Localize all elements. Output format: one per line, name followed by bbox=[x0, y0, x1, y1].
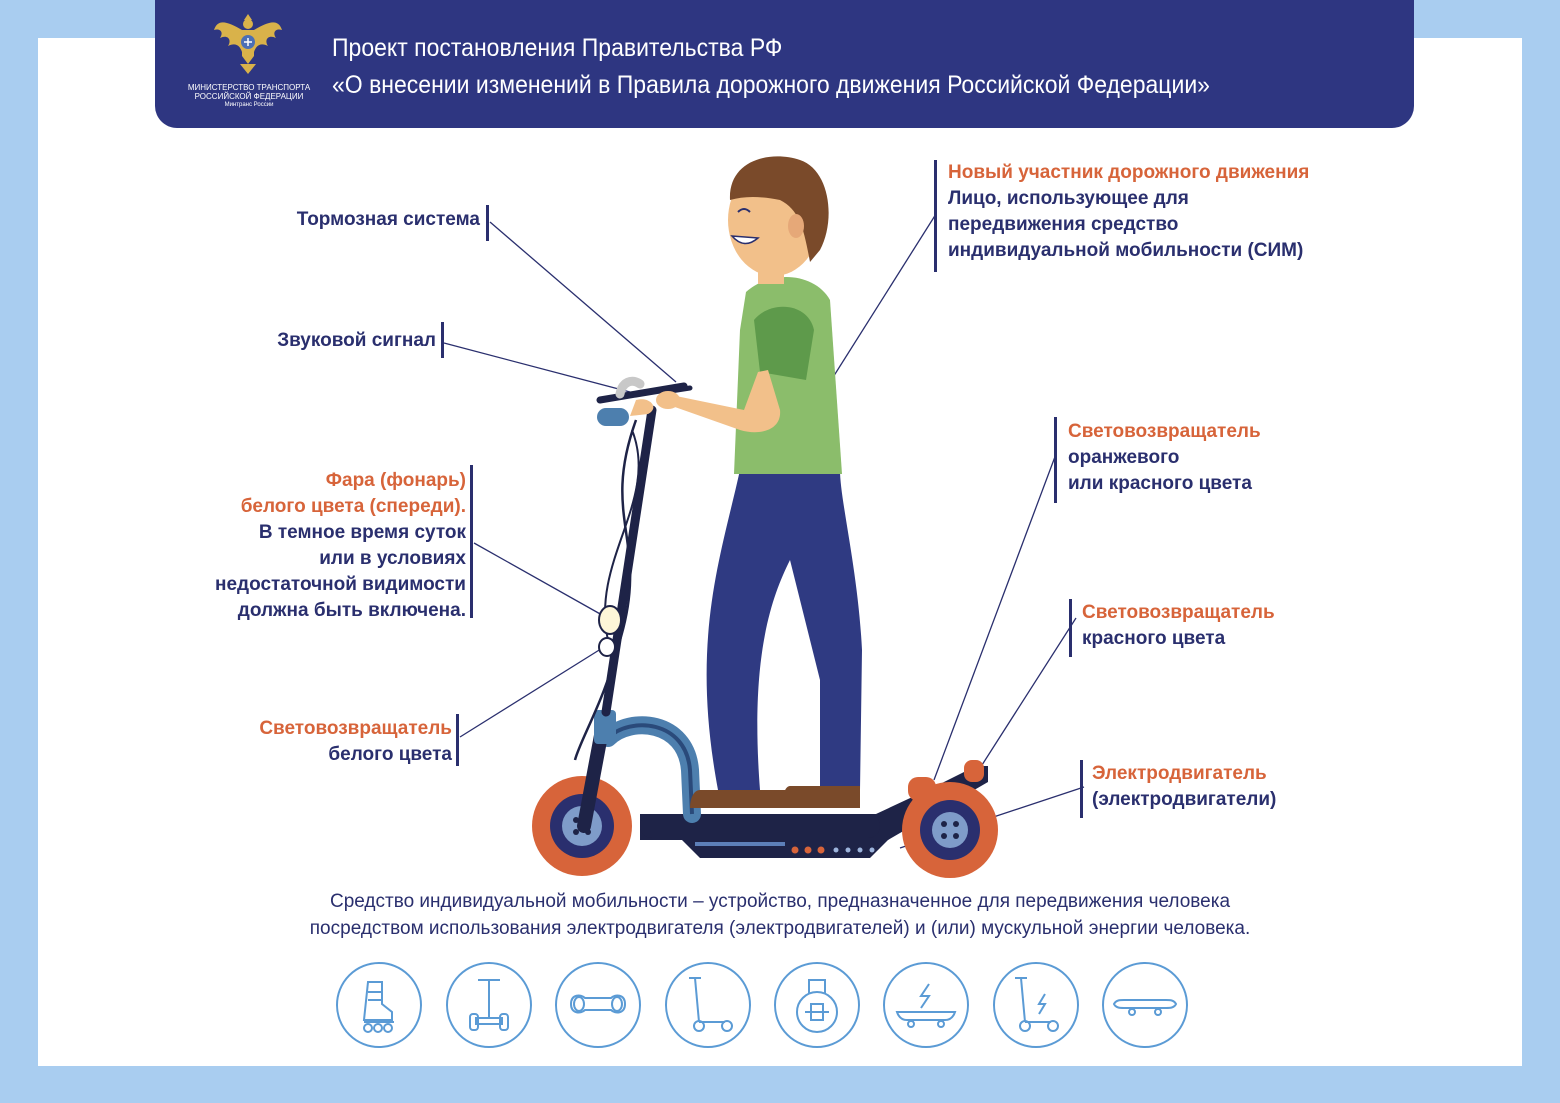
reflector-orange-label bbox=[1068, 419, 1261, 497]
participant-title: Новый участник дорожного движения bbox=[948, 162, 1310, 183]
headlight-bar bbox=[470, 465, 473, 618]
title-line-2: «О внесении изменений в Правила дорожного движения Российской Федерации» bbox=[332, 71, 1210, 99]
monowheel-icon bbox=[774, 962, 860, 1048]
participant-bar bbox=[934, 160, 937, 272]
motor-title: Электродвигатель bbox=[1092, 763, 1267, 784]
headlight-text-3: недостаточной видимости bbox=[215, 574, 466, 595]
horn-label: Звуковой сигнал bbox=[277, 330, 436, 351]
definition-text bbox=[200, 888, 1360, 942]
kick-scooter-icon bbox=[665, 962, 751, 1048]
ministry-line-2: РОССИЙСКОЙ ФЕДЕРАЦИИ bbox=[194, 92, 304, 101]
participant-text-2: передвижения средство bbox=[948, 214, 1179, 235]
participant-label bbox=[948, 160, 1309, 264]
reflector-orange-text-1: оранжевого bbox=[1068, 447, 1180, 468]
motor-bar bbox=[1080, 760, 1083, 818]
reflector-orange-bar bbox=[1054, 417, 1057, 503]
reflector-red-bar bbox=[1069, 599, 1072, 657]
participant-text-3: индивидуальной мобильности (СИМ) bbox=[948, 240, 1304, 261]
definition-line-2: посредством использования электродвигателя (электродвигателей) и (или) мускульной энергии человека. bbox=[309, 918, 1251, 939]
headlight-text-2: или в условиях bbox=[319, 548, 466, 569]
headlight-title-2: белого цвета (спереди). bbox=[240, 496, 466, 517]
reflector-white-text: белого цвета bbox=[328, 744, 452, 765]
motor-text: (электродвигатели) bbox=[1092, 789, 1277, 810]
brake-bar bbox=[486, 205, 489, 241]
headlight-text-1: В темное время суток bbox=[258, 522, 466, 543]
skateboard-icon bbox=[1102, 962, 1188, 1048]
definition-line-1: Средство индивидуальной мобильности – устройство, предназначенное для передвижения человека bbox=[329, 891, 1231, 912]
device-icon-row bbox=[336, 962, 1196, 1052]
motor-label bbox=[1092, 761, 1276, 813]
brake-label: Тормозная система bbox=[296, 209, 480, 230]
reflector-red-title: Световозвращатель bbox=[1082, 602, 1275, 623]
reflector-white-label bbox=[259, 716, 452, 768]
headlight-label bbox=[215, 468, 466, 624]
title-line-1: Проект постановления Правительства РФ bbox=[332, 34, 783, 62]
ministry-line-1: МИНИСТЕРСТВО ТРАНСПОРТА bbox=[187, 83, 311, 92]
reflector-orange-text-2: или красного цвета bbox=[1068, 473, 1252, 494]
reflector-white-bar bbox=[456, 714, 459, 766]
headlight-text-4: должна быть включена. bbox=[237, 600, 466, 621]
horn-bar bbox=[441, 322, 444, 358]
reflector-red-text: красного цвета bbox=[1082, 628, 1226, 649]
hoverboard-icon bbox=[555, 962, 641, 1048]
ministry-line-3: Минтранс России bbox=[224, 102, 274, 108]
segway-icon bbox=[446, 962, 532, 1048]
electric-scooter-icon bbox=[993, 962, 1079, 1048]
electric-skateboard-icon bbox=[883, 962, 969, 1048]
reflector-orange-title: Световозвращатель bbox=[1068, 421, 1261, 442]
reflector-red-label bbox=[1082, 600, 1275, 652]
participant-text-1: Лицо, использующее для bbox=[948, 188, 1189, 209]
reflector-white-title: Световозвращатель bbox=[259, 718, 452, 739]
headlight-title-1: Фара (фонарь) bbox=[325, 470, 466, 491]
roller-skate-icon bbox=[336, 962, 422, 1048]
